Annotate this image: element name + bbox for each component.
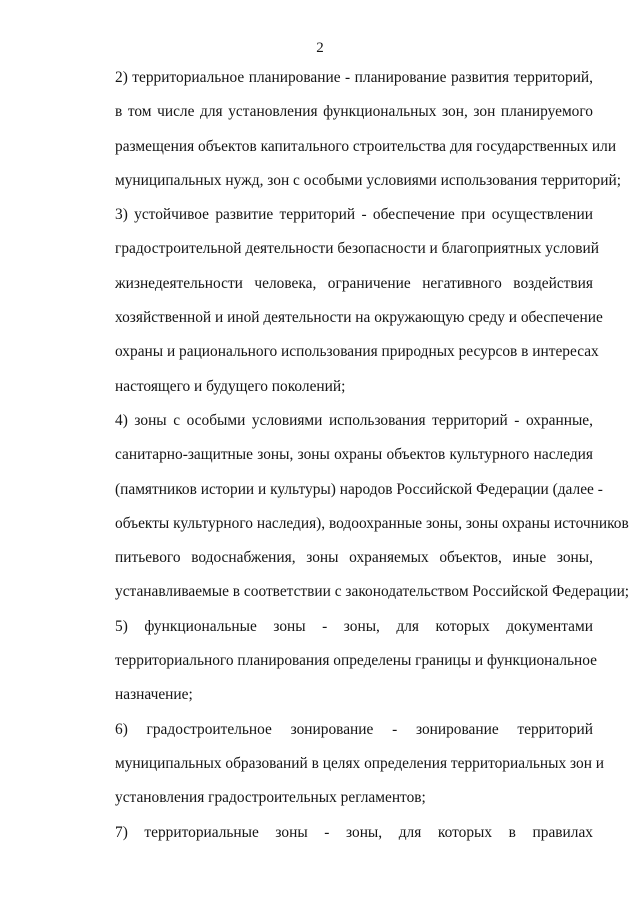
text-line: хозяйственной и иной деятельности на окружающую среду и обеспечение bbox=[115, 309, 603, 327]
text-line: установления градостроительных регламентов; bbox=[115, 789, 426, 807]
text-line: 2) территориальное планирование - планирование развития территорий, bbox=[115, 69, 593, 86]
text-line: назначение; bbox=[115, 686, 193, 704]
text-line: территориального планирования определены границы и функциональное bbox=[115, 652, 598, 670]
paragraph-item-6 bbox=[75, 713, 605, 816]
text-line: санитарно-защитные зоны, зоны охраны объектов культурного наследия bbox=[115, 446, 593, 464]
text-line: 3) устойчивое развитие территорий - обеспечение при осуществлении bbox=[115, 206, 593, 224]
text-line: 6) градостроительное зонирование - зонирование территорий bbox=[115, 720, 593, 738]
text-line: охраны и рационального использования природных ресурсов в интересах bbox=[115, 343, 599, 361]
paragraph-item-4 bbox=[75, 404, 630, 610]
text-line: муниципальных нужд, зон с особыми условиями использования территорий; bbox=[115, 171, 621, 189]
paragraph-item-5 bbox=[75, 610, 598, 713]
text-line: 5) функциональные зоны - зоны, для которых документами bbox=[115, 617, 593, 635]
document-body bbox=[75, 61, 630, 850]
text-line: в том числе для установления функциональных зон, зон планируемого bbox=[115, 103, 593, 121]
text-line: 4) зоны с особыми условиями использования территорий - охранные, bbox=[115, 411, 593, 429]
paragraph-item-3 bbox=[75, 198, 603, 404]
text-line: градостроительной деятельности безопасности и благоприятных условий bbox=[115, 240, 599, 258]
paragraph-item-7 bbox=[75, 816, 593, 850]
text-line: муниципальных образований в целях определения территориальных зон и bbox=[115, 754, 605, 772]
paragraph-item-2 bbox=[75, 61, 621, 198]
text-line: настоящего и будущего поколений; bbox=[115, 377, 346, 395]
text-line: объекты культурного наследия), водоохранные зоны, зоны охраны источников bbox=[115, 514, 629, 532]
text-line: питьевого водоснабжения, зоны охраняемых объектов, иные зоны, bbox=[115, 549, 593, 567]
text-line: размещения объектов капитального строительства для государственных или bbox=[115, 137, 617, 155]
text-line: устанавливаемые в соответствии с законодательством Российской Федерации; bbox=[115, 583, 630, 601]
text-line: (памятников истории и культуры) народов Российской Федерации (далее - bbox=[115, 480, 603, 498]
page-number: 2 bbox=[316, 40, 324, 56]
text-line: 7) территориальные зоны - зоны, для которых в правилах bbox=[115, 823, 593, 841]
text-line: жизнедеятельности человека, ограничение негативного воздействия bbox=[115, 274, 593, 292]
